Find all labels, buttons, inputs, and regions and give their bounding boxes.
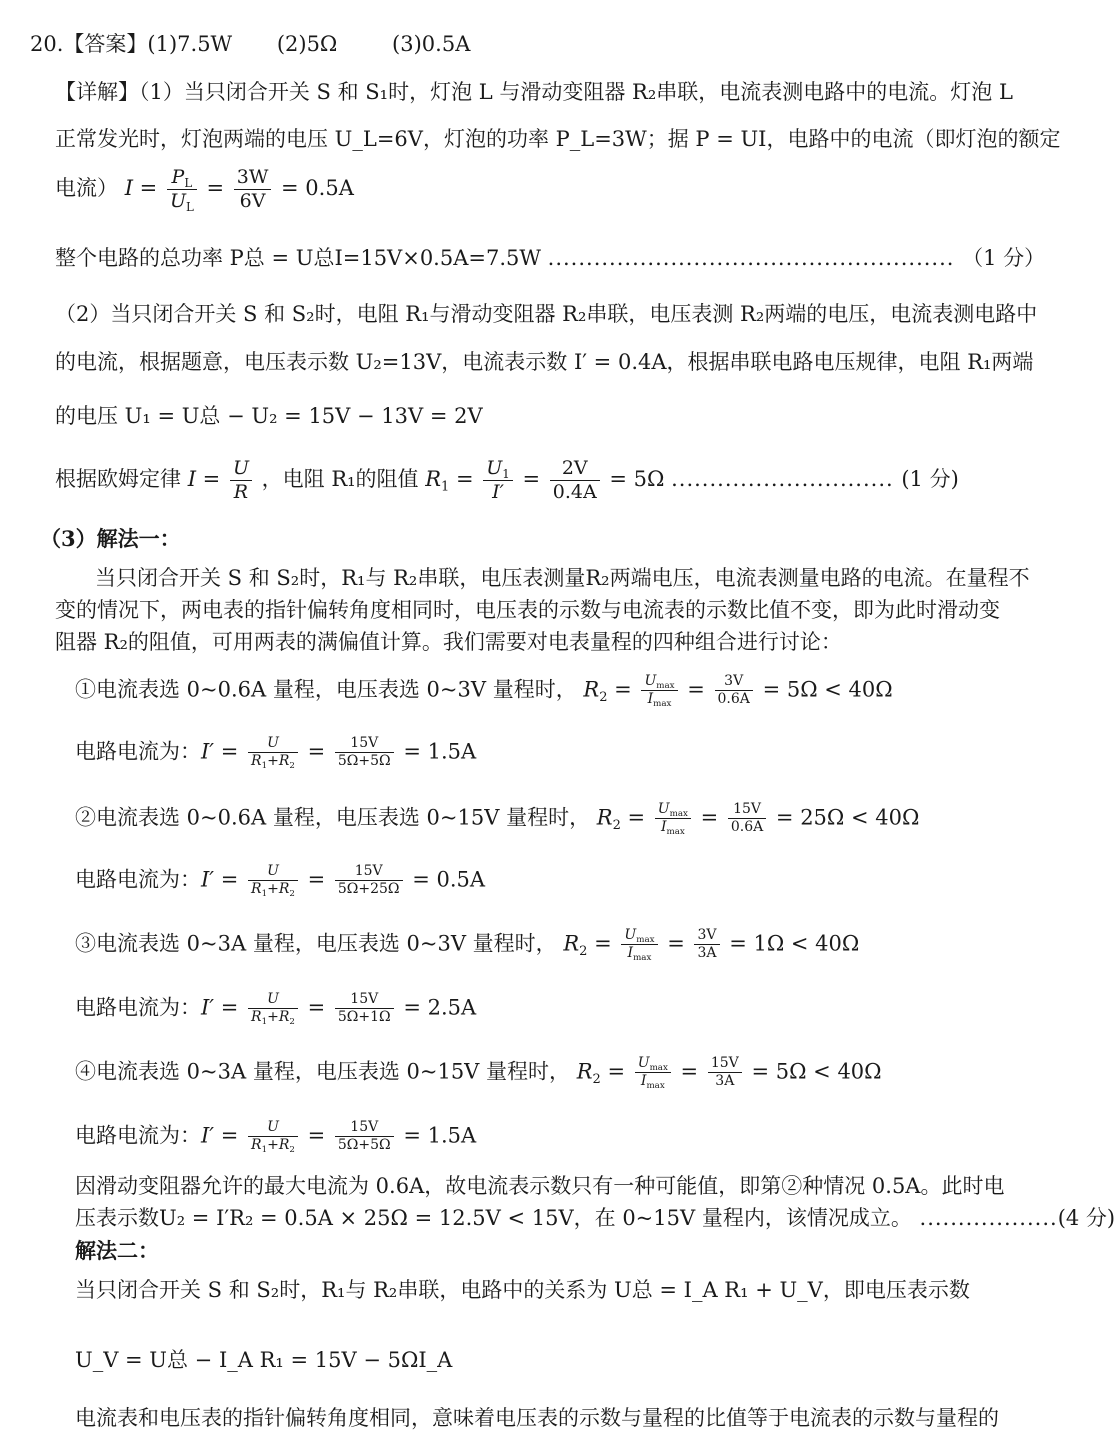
case-4-cur-den: 5Ω+5Ω: [337, 1137, 391, 1154]
part1-current-formula: 电流） I = $\frac{P_L}{U_L}$ = $\frac{3W}{6V}$ = 0.5A: [55, 166, 354, 214]
case-1: ①电流表选 0~0.6A 量程，电压表选 0~3V 量程时， $R_2$ = $\frac{U_{max}}{I_{max}}$ = $\frac{3V}{0.6A}$ = 5Ω < 40Ω: [75, 673, 893, 710]
method2-line1: 当只闭合开关 S 和 S₂时，R₁与 R₂串联，电路中的关系为 U总 = I_A R₁ + U_V，即电压表示数: [75, 1278, 970, 1302]
case-1-current: 电路电流为：I′ = $\frac{U}{R_1+R_2}$ = $\frac{15V}{5\Omega+5\Omega}$ = 1.5A: [75, 735, 477, 772]
answer-part-2: (2)5Ω: [276, 32, 338, 56]
method2-heading: 解法二：: [75, 1238, 159, 1263]
part3-para3: 阻器 R₂的阻值，可用两表的满偏值计算。我们需要对电表量程的四种组合进行讨论：: [55, 630, 842, 654]
case-3-r2: = 1Ω < 40Ω: [729, 931, 860, 956]
part1-intro: 【详解】（1）当只闭合开关 S 和 S₁时，灯泡 L 与滑动变阻器 R₂串联，电流表测电路中的电流。灯泡 L: [55, 80, 1013, 104]
case-4-den: 3A: [715, 1073, 735, 1090]
answer-label: 【答案】: [63, 32, 148, 56]
case-1-r2: = 5Ω < 40Ω: [762, 677, 893, 702]
case-2-current: 电路电流为：I′ = $\frac{U}{R_1+R_2}$ = $\frac{15V}{5\Omega+25\Omega}$ = 0.5A: [75, 863, 486, 900]
conclusion-line1: 因滑动变阻器允许的最大电流为 0.6A，故电流表示数只有一种可能值，即第②种情况 0.5A。此时电: [75, 1174, 1005, 1198]
part3-para2: 变的情况下，两电表的指针偏转角度相同时，电压表的示数与电流表的示数比值不变，即为此时滑动变: [55, 598, 1000, 622]
case-2-cur-num: 15V: [335, 864, 403, 881]
method2-line3: 电流表和电压表的指针偏转角度相同，意味着电压表的示数与量程的比值等于电流表的示数与量程的: [75, 1406, 999, 1430]
case-3-num: 3V: [694, 928, 719, 945]
case-1-cur-den: 5Ω+5Ω: [337, 753, 391, 770]
current-label: 电路电流为：: [75, 1123, 201, 1148]
score-2: (1 分): [901, 466, 959, 491]
case-3-cur-num: 15V: [335, 992, 394, 1009]
answer-line: [30, 32, 470, 57]
question-number: 20.: [30, 32, 64, 56]
part3-para1: 当只闭合开关 S 和 S₂时，R₁与 R₂串联，电压表测量R₂两端电压，电流表测量电路的电流。在量程不: [95, 566, 1030, 590]
method2-line2: U_V = U总 − I_A R₁ = 15V − 5ΩI_A: [75, 1348, 453, 1372]
case-4-current: 电路电流为：I′ = $\frac{U}{R_1+R_2}$ = $\frac{15V}{5\Omega+5\Omega}$ = 1.5A: [75, 1119, 477, 1156]
answer-part-3: (3)0.5A: [392, 32, 471, 56]
case-3-cur-den: 5Ω+1Ω: [337, 1009, 391, 1026]
total-power-text: 整个电路的总功率 P总 = U总I=15V×0.5A=7.5W: [55, 246, 541, 270]
ohms-mid: ，电阻 R₁的阻值: [261, 466, 419, 491]
case-4: ④电流表选 0~3A 量程，电压表选 0~15V 量程时， $R_2$ = $\frac{U_{max}}{I_{max}}$ = $\frac{15V}{3A}$ = 5Ω < 40Ω: [75, 1055, 882, 1092]
case-1-den: 0.6A: [717, 691, 750, 708]
conclusion-text: 压表示数U₂ = I′R₂ = 0.5A × 25Ω = 12.5V < 15V，在 0~15V 量程内，该情况成立。: [75, 1206, 912, 1230]
part2-ohms-law: 根据欧姆定律 I = $\frac{U}{R}$ ，电阻 R₁的阻值 $R_1$ = $\frac{U_1}{I'}$ = $\frac{2V}{0.4A}$ = 5Ω ............................. (1 分): [55, 457, 959, 503]
case-2-text: ②电流表选 0~0.6A 量程，电压表选 0~15V 量程时，: [75, 805, 591, 830]
formula-prefix: 电流）: [55, 175, 118, 200]
part3-heading: （3）解法一：: [40, 526, 181, 551]
case-3: ③电流表选 0~3A 量程，电压表选 0~3V 量程时， $R_2$ = $\frac{U_{max}}{I_{max}}$ = $\frac{3V}{3A}$ = 1Ω < 40Ω: [75, 927, 860, 964]
case-2-num: 15V: [728, 802, 766, 819]
case-3-den: 3A: [697, 945, 717, 962]
case-1-cur-num: 15V: [335, 736, 394, 753]
case-4-num: 15V: [708, 1056, 742, 1073]
case-2-current-value: = 0.5A: [412, 867, 486, 892]
part1-total-power: 整个电路的总功率 P总 = U总I=15V×0.5A=7.5W ..................................................... （1 分）: [55, 246, 1046, 270]
case-2-r2: = 25Ω < 40Ω: [775, 805, 920, 830]
conclusion-line2: 压表示数U₂ = I′R₂ = 0.5A × 25Ω = 12.5V < 15V，在 0~15V 量程内，该情况成立。 ..................(4 分): [75, 1206, 1115, 1230]
case-1-current-value: = 1.5A: [403, 739, 477, 764]
current-label: 电路电流为：: [75, 867, 201, 892]
score-1: （1 分）: [962, 246, 1046, 270]
case-4-current-value: = 1.5A: [403, 1123, 477, 1148]
part2-line1: （2）当只闭合开关 S 和 S₂时，电阻 R₁与滑动变阻器 R₂串联，电压表测 R₂两端的电压，电流表测电路中: [55, 302, 1038, 326]
case-2: ②电流表选 0~0.6A 量程，电压表选 0~15V 量程时， $R_2$ = $\frac{U_{max}}{I_{max}}$ = $\frac{15V}{0.6A}$ = 25Ω < 40Ω: [75, 801, 920, 838]
answer-part-1: (1)7.5W: [147, 32, 233, 56]
part2-line3: 的电压 U₁ = U总 − U₂ = 15V − 13V = 2V: [55, 404, 483, 428]
case-4-cur-num: 15V: [335, 1120, 394, 1137]
ohms-prefix: 根据欧姆定律: [55, 466, 181, 491]
current-label: 电路电流为：: [75, 739, 201, 764]
part1-line2: 正常发光时，灯泡两端的电压 U_L=6V，灯泡的功率 P_L=3W；据 P = UI，电路中的电流（即灯泡的额定: [55, 127, 1061, 151]
case-2-cur-den: 5Ω+25Ω: [337, 881, 400, 898]
case-1-num: 3V: [715, 674, 753, 691]
case-3-current: 电路电流为：I′ = $\frac{U}{R_1+R_2}$ = $\frac{15V}{5\Omega+1\Omega}$ = 2.5A: [75, 991, 477, 1028]
case-3-current-value: = 2.5A: [403, 995, 477, 1020]
case-4-text: ④电流表选 0~3A 量程，电压表选 0~15V 量程时，: [75, 1059, 571, 1084]
case-3-text: ③电流表选 0~3A 量程，电压表选 0~3V 量程时，: [75, 931, 557, 956]
case-2-den: 0.6A: [730, 819, 764, 836]
case-4-r2: = 5Ω < 40Ω: [751, 1059, 882, 1084]
current-label: 电路电流为：: [75, 995, 201, 1020]
score-3: (4 分): [1057, 1206, 1115, 1230]
case-1-text: ①电流表选 0~0.6A 量程，电压表选 0~3V 量程时，: [75, 677, 577, 702]
part2-line2: 的电流，根据题意，电压表示数 U₂=13V，电流表示数 I′ = 0.4A，根据串联电路电压规律，电阻 R₁两端: [55, 350, 1034, 374]
